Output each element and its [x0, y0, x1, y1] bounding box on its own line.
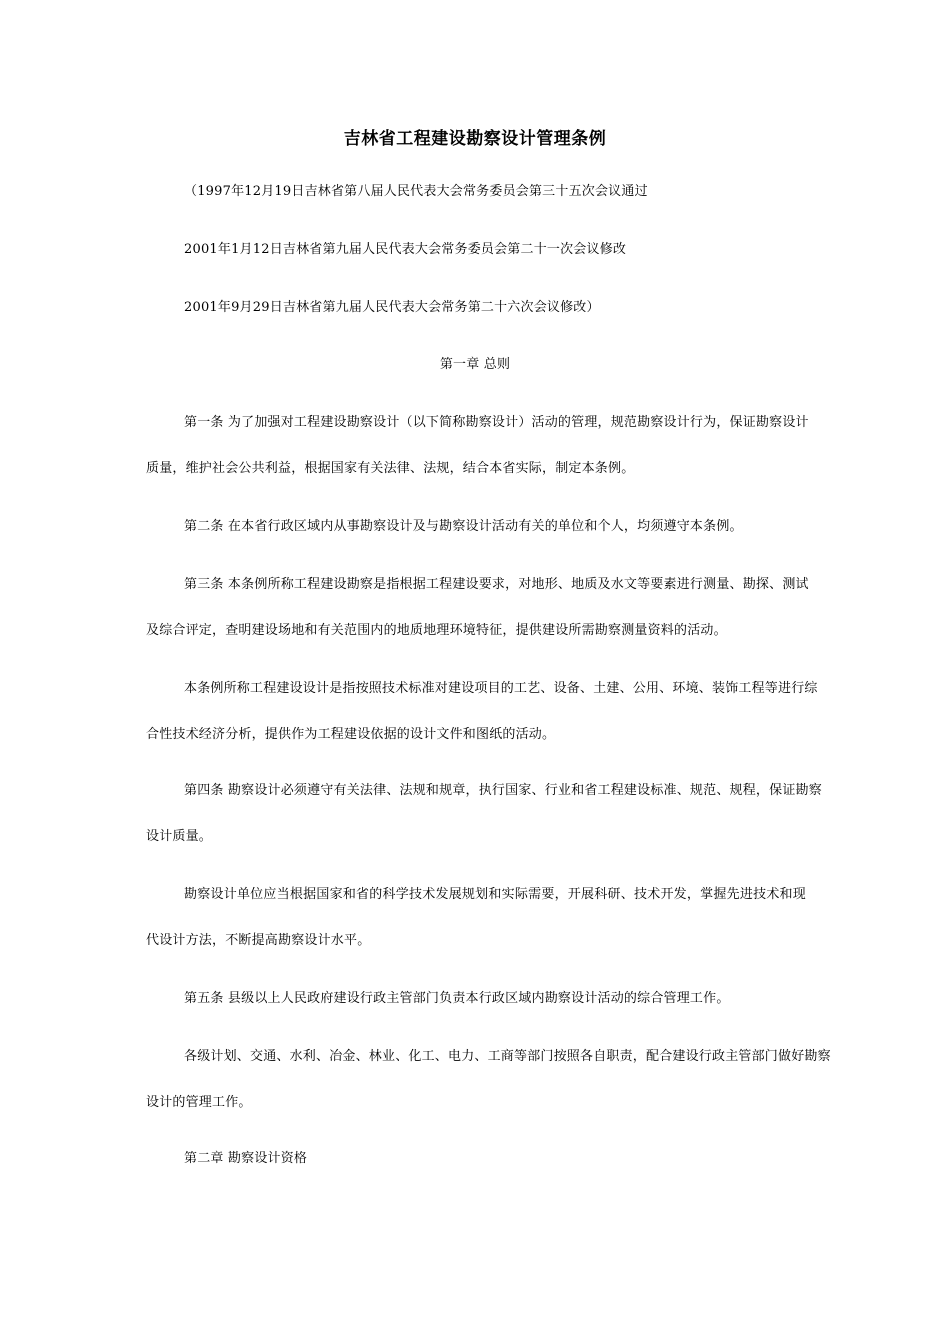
article-3b-line-1: 本条例所称工程建设设计是指按照技术标准对建设项目的工艺、设备、土建、公用、环境、装饰工程等进行综: [184, 681, 818, 696]
article-5b-line-2: 设计的管理工作。: [146, 1095, 252, 1110]
article-4-line-2: 设计质量。: [146, 829, 213, 844]
history-line-2: 2001年1月12日吉林省第九届人民代表大会常务委员会第二十一次会议修改: [184, 242, 627, 257]
chapter-heading-1: 第一章 总则: [439, 357, 511, 372]
article-4b-line-2: 代设计方法，不断提高勘察设计水平。: [146, 933, 371, 948]
article-5-line-1: 第五条 县级以上人民政府建设行政主管部门负责本行政区域内勘察设计活动的综合管理工作。: [184, 991, 730, 1006]
article-4-line-1: 第四条 勘察设计必须遵守有关法律、法规和规章，执行国家、行业和省工程建设标准、规范、规程，保证勘察: [184, 783, 822, 798]
article-1-line-2: 质量，维护社会公共利益，根据国家有关法律、法规，结合本省实际，制定本条例。: [146, 461, 635, 476]
chapter-heading-2: 第二章 勘察设计资格: [184, 1151, 308, 1166]
article-5b-line-1: 各级计划、交通、水利、冶金、林业、化工、电力、工商等部门按照各自职责，配合建设行政主管部门做好勘察: [184, 1049, 831, 1064]
article-3b-line-2: 合性技术经济分析，提供作为工程建设依据的设计文件和图纸的活动。: [146, 727, 556, 742]
history-line-3: 2001年9月29日吉林省第九届人民代表大会常务第二十六次会议修改）: [184, 300, 600, 315]
article-2-line-1: 第二条 在本省行政区域内从事勘察设计及与勘察设计活动有关的单位和个人，均须遵守本条例。: [184, 519, 743, 534]
article-4b-line-1: 勘察设计单位应当根据国家和省的科学技术发展规划和实际需要，开展科研、技术开发，掌握先进技术和现: [184, 887, 806, 902]
article-3-line-2: 及综合评定，查明建设场地和有关范围内的地质地理环境特征，提供建设所需勘察测量资料的活动。: [146, 623, 727, 638]
article-1-line-1: 第一条 为了加强对工程建设勘察设计（以下简称勘察设计）活动的管理，规范勘察设计行为，保证勘察设计: [184, 415, 809, 430]
article-3-line-1: 第三条 本条例所称工程建设勘察是指根据工程建设要求，对地形、地质及水文等要素进行测量、勘探、测试: [184, 577, 809, 592]
history-line-1: （1997年12月19日吉林省第八届人民代表大会常务委员会第三十五次会议通过: [184, 184, 648, 199]
document-title: 吉林省工程建设勘察设计管理条例: [343, 129, 607, 149]
